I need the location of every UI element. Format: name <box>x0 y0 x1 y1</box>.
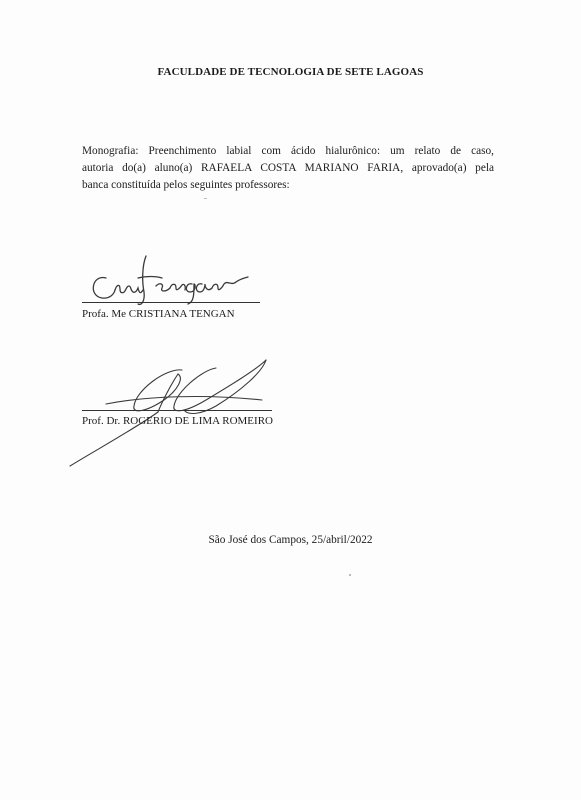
statement-line-3: banca constituída pelos seguintes professores: <box>82 179 290 191</box>
institution-title: FACULDADE DE TECNOLOGIA DE SETE LAGOAS <box>157 66 424 78</box>
statement-line-2: autoria do(a) aluno(a) RAFAELA COSTA MARIANO FARIA, aprovado(a) pela <box>82 162 494 174</box>
signatory-name: Profa. Me CRISTIANA TENGAN <box>82 308 235 320</box>
place-and-date: São José dos Campos, 25/abril/2022 <box>208 534 373 546</box>
statement-line-1: Monografia: Preenchimento labial com ácido hialurônico: um relato de caso, <box>82 145 494 157</box>
signature-line <box>82 410 272 411</box>
approval-statement <box>82 143 494 194</box>
scan-speck <box>349 574 351 576</box>
signature-cristiana-tengan <box>84 252 264 312</box>
signature-line <box>82 302 260 303</box>
signatory-name: Prof. Dr. ROGERIO DE LIMA ROMEIRO <box>82 415 273 427</box>
scan-speck <box>204 198 207 199</box>
